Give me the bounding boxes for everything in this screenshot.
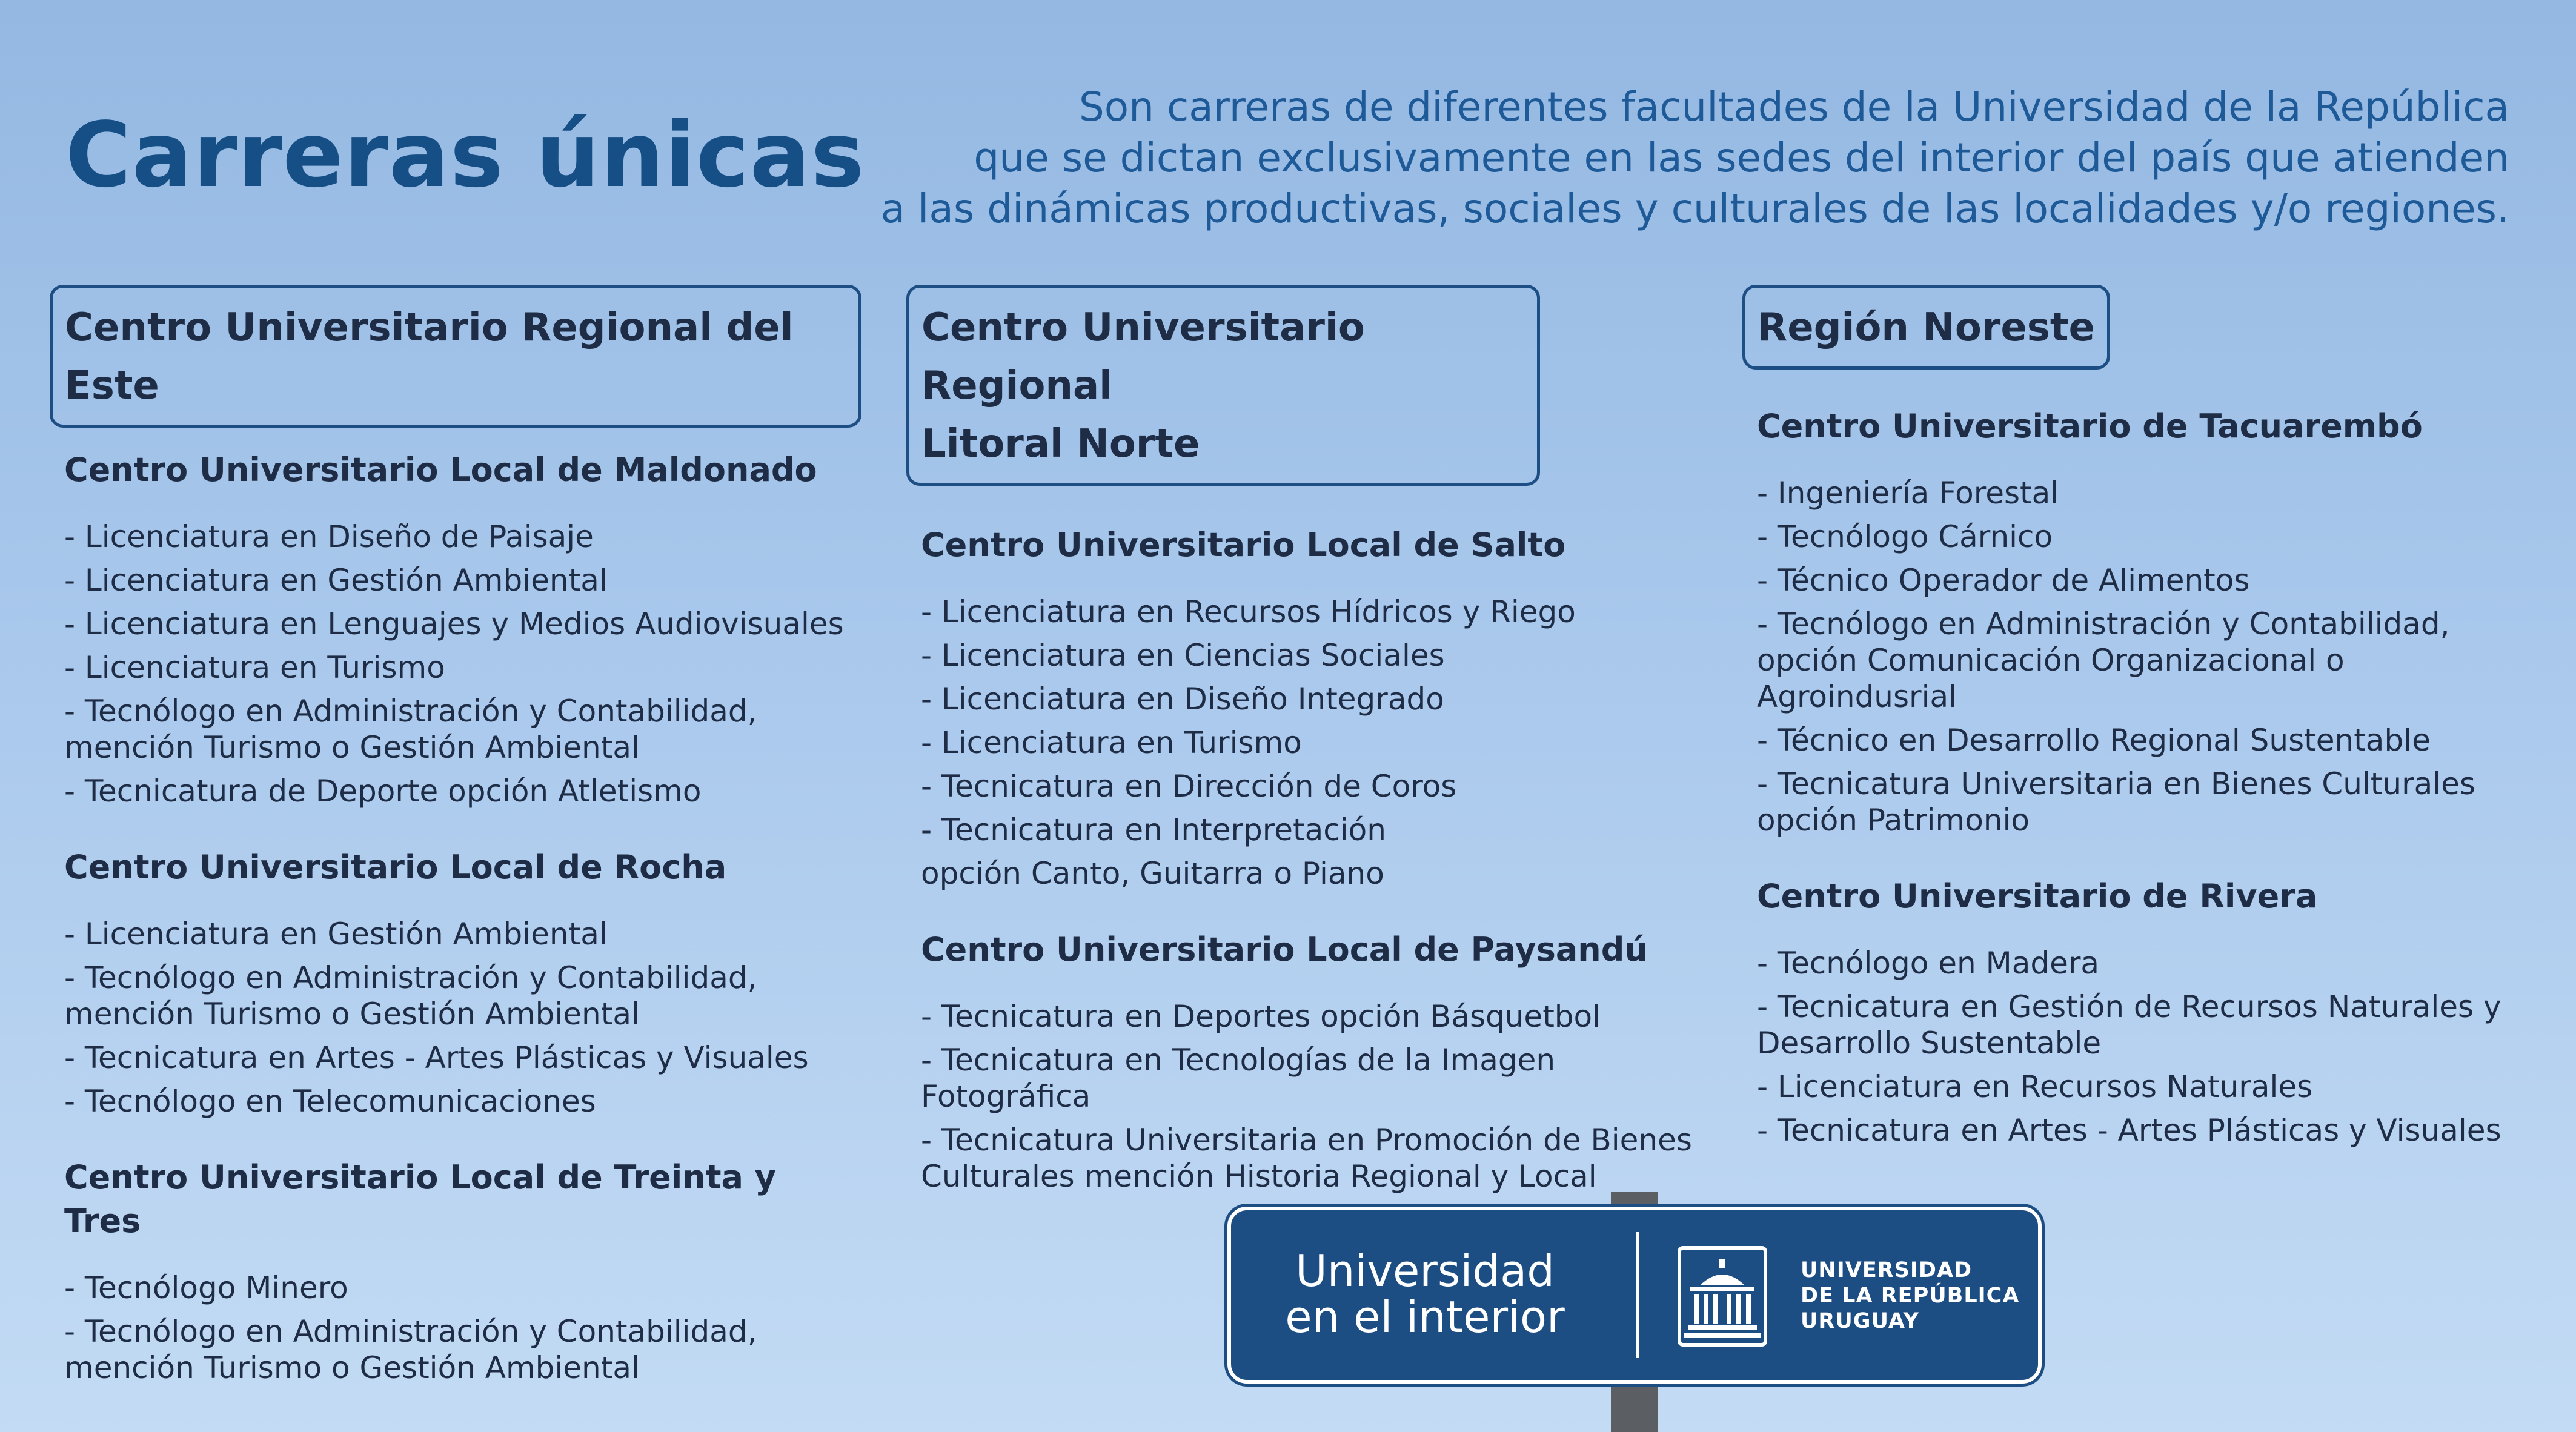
center-title: Centro Universitario Local de Maldonado [64, 451, 817, 489]
center-title: Centro Universitario Local de Treinta y Tres [64, 1158, 776, 1240]
course-item: - Ingeniería Forestal [1757, 476, 2059, 511]
course-item: - Tecnólogo en Madera [1757, 946, 2100, 981]
region-column-noreste [1742, 285, 2530, 1185]
course-item: - Tecnólogo Minero [64, 1270, 348, 1305]
course-list [64, 519, 861, 809]
course-item: - Tecnólogo en Administración y Contabilidad, opción Comunicación Organizacional o Agroindusrial [1757, 606, 2450, 714]
center-block-treinta-y-tres [64, 1156, 861, 1386]
region-heading-box [906, 285, 1540, 486]
sign-tagline-line: Universidad [1295, 1245, 1555, 1296]
course-item: - Tecnicatura en Artes - Artes Plásticas y Visuales [1757, 1113, 2501, 1148]
center-block-rivera [1757, 875, 2530, 1149]
center-block-salto [921, 523, 1712, 892]
course-list [1757, 475, 2530, 838]
intro-line: a las dinámicas productivas, sociales y culturales de las localidades y/o regiones. [880, 185, 2509, 232]
intro-line: que se dictan exclusivamente en las sedes del interior del país que atienden [974, 134, 2509, 181]
university-name-line: DE LA REPÚBLICA [1801, 1284, 2020, 1308]
center-title: Centro Universitario de Rivera [1757, 877, 2318, 915]
course-item: - Licenciatura en Recursos Hídricos y Riego [921, 594, 1576, 629]
course-item: - Tecnicatura en Artes - Artes Plásticas y Visuales [64, 1040, 809, 1075]
course-item: - Licenciatura en Lenguajes y Medios Audiovisuales [64, 606, 844, 641]
university-name-line: URUGUAY [1801, 1309, 1919, 1333]
page-title: Carreras únicas [65, 103, 865, 207]
center-block-paysandu [921, 928, 1712, 1195]
center-title: Centro Universitario Local de Rocha [64, 848, 727, 886]
course-item: - Tecnicatura en Interpretación [921, 812, 1386, 847]
course-list [64, 1270, 861, 1386]
course-item: - Licenciatura en Gestión Ambiental [64, 917, 608, 952]
university-name [1801, 1258, 2019, 1334]
university-sign [1227, 1207, 2042, 1384]
course-item: - Tecnicatura de Deporte opción Atletismo [64, 774, 702, 809]
intro-text [752, 82, 2509, 234]
sign-post-bottom [1611, 1384, 1658, 1432]
center-title: Centro Universitario de Tacuarembó [1757, 407, 2423, 445]
course-list [1757, 945, 2530, 1149]
course-item: - Técnico Operador de Alimentos [1757, 563, 2250, 598]
sign-divider [1636, 1232, 1639, 1358]
course-list [921, 594, 1712, 892]
course-item: - Tecnólogo en Administración y Contabilidad, mención Turismo o Gestión Ambiental [64, 694, 757, 765]
sign-tagline [1267, 1245, 1582, 1342]
region-heading-box [1742, 285, 2110, 370]
region-column-litoral-norte [906, 285, 1712, 1231]
region-heading: Región Noreste [1758, 305, 2095, 350]
course-item: - Técnico en Desarrollo Regional Sustentable [1757, 723, 2431, 758]
region-heading: Litoral Norte [921, 422, 1200, 466]
course-item: - Licenciatura en Diseño de Paisaje [64, 519, 594, 554]
course-item: - Tecnólogo en Administración y Contabilidad, mención Turismo o Gestión Ambiental [64, 960, 757, 1032]
intro-line: Son carreras de diferentes facultades de la Universidad de la República [1078, 84, 2509, 130]
region-heading-box [50, 285, 861, 428]
course-item: - Tecnólogo en Telecomunicaciones [64, 1084, 596, 1119]
course-item: opción Canto, Guitarra o Piano [921, 856, 1384, 891]
university-name-line: UNIVERSIDAD [1801, 1258, 1973, 1282]
center-title: Centro Universitario Local de Salto [921, 526, 1566, 564]
sign-tagline-line: en el interior [1285, 1291, 1565, 1342]
center-block-rocha [64, 846, 861, 1119]
center-block-tacuarembo [1757, 405, 2530, 838]
center-title: Centro Universitario Local de Paysandú [921, 930, 1648, 969]
center-block-maldonado [64, 448, 861, 809]
course-item: - Tecnicatura en Tecnologías de la Imagen Fotográfica [921, 1043, 1556, 1114]
region-heading: Centro Universitario Regional [921, 305, 1365, 408]
course-list [921, 998, 1712, 1195]
course-item: - Tecnicatura Universitaria en Promoción de Bienes Culturales mención Historia Regional y Local [921, 1122, 1692, 1194]
region-column-este [50, 285, 861, 1422]
course-item: - Licenciatura en Turismo [64, 650, 445, 685]
course-item: - Tecnicatura Universitaria en Bienes Culturales opción Patrimonio [1757, 766, 2475, 838]
course-item: - Licenciatura en Diseño Integrado [921, 681, 1444, 717]
course-item: - Tecnicatura en Gestión de Recursos Naturales y Desarrollo Sustentable [1757, 989, 2501, 1061]
course-item: - Tecnólogo Cárnico [1757, 519, 2053, 554]
course-item: - Tecnicatura en Dirección de Coros [921, 769, 1457, 804]
course-item: - Licenciatura en Ciencias Sociales [921, 638, 1445, 673]
course-item: - Licenciatura en Gestión Ambiental [64, 563, 608, 598]
course-item: - Licenciatura en Recursos Naturales [1757, 1069, 2313, 1104]
course-item: - Tecnicatura en Deportes opción Básquetbol [921, 999, 1601, 1034]
region-heading: Centro Universitario Regional del Este [65, 305, 794, 408]
course-item: - Tecnólogo en Administración y Contabilidad, mención Turismo o Gestión Ambiental [64, 1314, 757, 1385]
course-item: - Licenciatura en Turismo [921, 725, 1302, 760]
course-list [64, 916, 861, 1119]
university-logo-icon [1677, 1245, 1768, 1347]
